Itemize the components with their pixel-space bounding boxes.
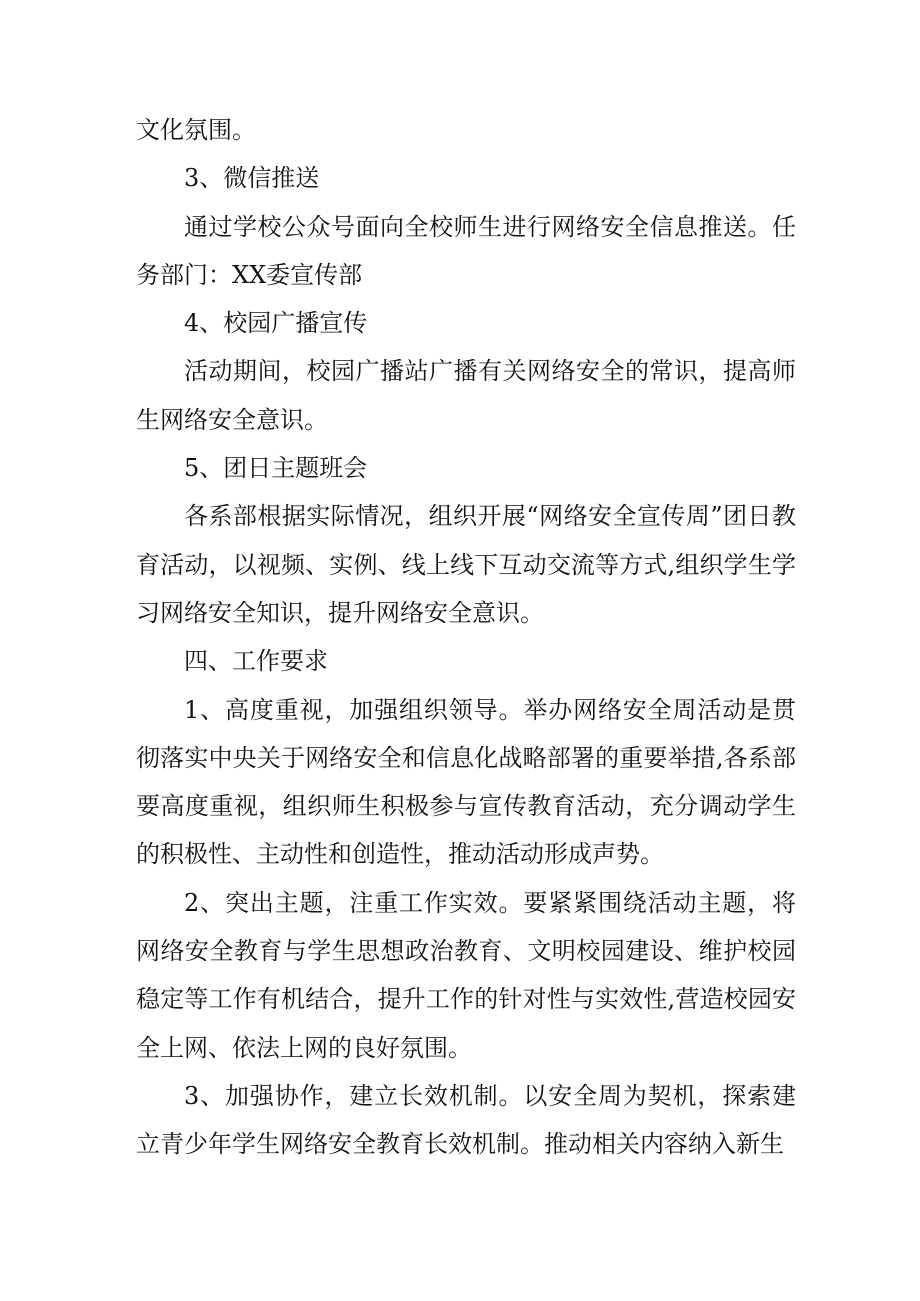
document-body [136,106,796,1169]
paragraph-class-meeting: 各系部根据实际情况，组织开展“网络安全宣传周”团日教育活动，以视频、实例、线上线下互动交流等方式,组织学生学习网络安全知识，提升网络安全意识。 [136,502,796,627]
paragraph-continuation: 文化氛围。 [136,116,256,144]
section-heading-work-requirements: 四、工作要求 [184,647,328,676]
section-heading-wechat-push: 3、微信推送 [184,164,320,193]
paragraph-requirement-1: 1、高度重视，加强组织领导。举办网络安全周活动是贯彻落实中央关于网络安全和信息化战略部署的重要举措,各系部要高度重视，组织师生积极参与宣传教育活动，充分调动学生的积极性、主动性和创造性，推动活动形成声势。 [136,695,796,869]
paragraph-campus-broadcast: 活动期间，校园广播站广播有关网络安全的常识，提高师生网络安全意识。 [136,357,796,434]
paragraph-wechat-push: 通过学校公众号面向全校师生进行网络安全信息推送。任务部门：XX委宣传部 [136,212,796,289]
paragraph-requirement-2: 2、突出主题，注重工作实效。要紧紧围绕活动主题，将网络安全教育与学生思想政治教育、文明校园建设、维护校园稳定等工作有机结合，提升工作的针对性与实效性,营造校园安全上网、依法上网的良好氛围。 [136,888,796,1062]
section-heading-class-meeting: 5、团日主题班会 [184,454,368,483]
paragraph-requirement-3: 3、加强协作，建立长效机制。以安全周为契机，探索建立青少年学生网络安全教育长效机制。推动相关内容纳入新生 [136,1081,796,1159]
section-heading-campus-broadcast: 4、校园广播宣传 [184,309,368,338]
